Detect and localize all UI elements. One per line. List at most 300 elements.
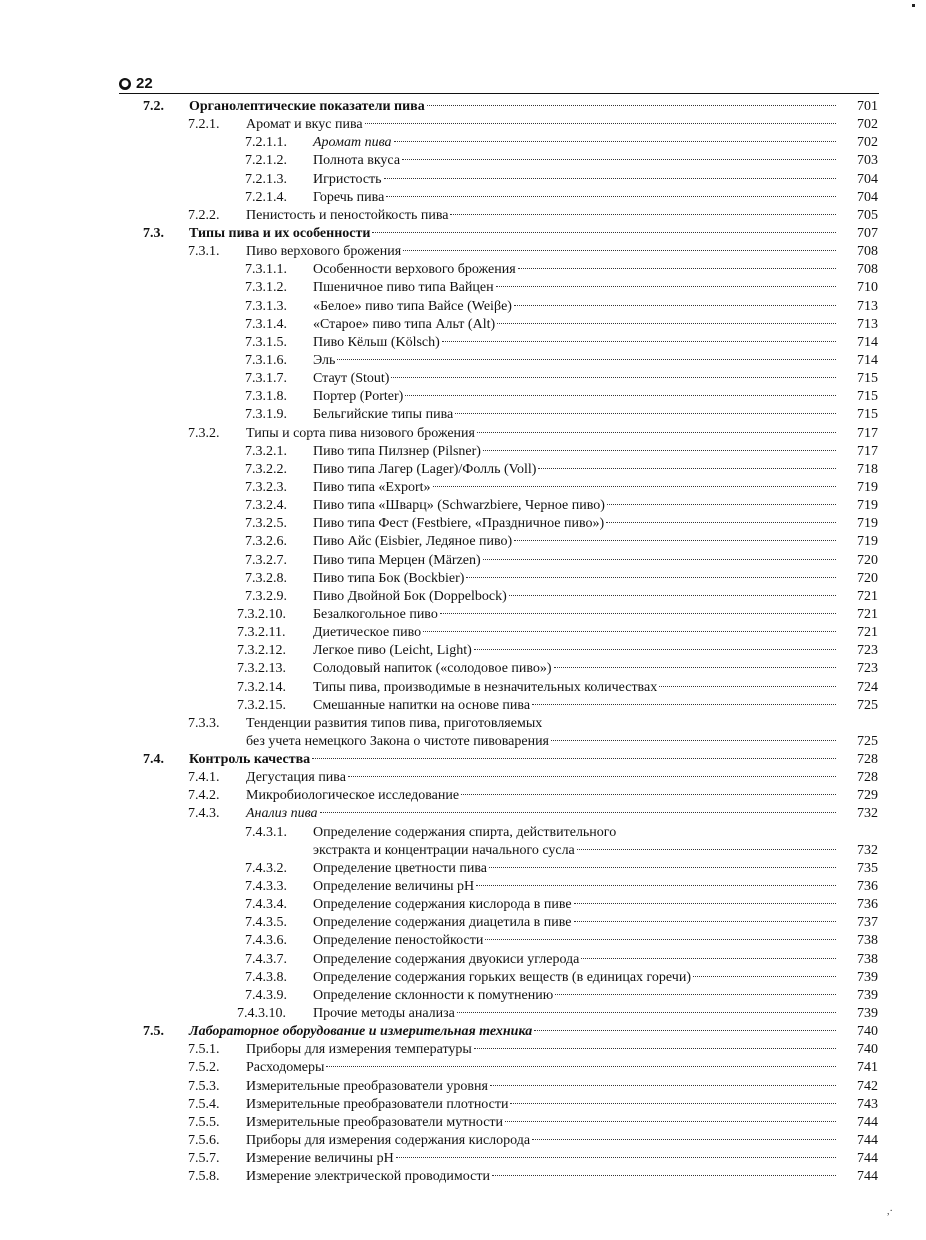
toc-title: Пиво Айс (Eisbier, Ледяное пиво) <box>313 534 513 550</box>
toc-entry <box>0 878 926 896</box>
toc-title: Измерение электрической проводимости <box>246 1169 490 1185</box>
toc-title: Определение содержания горьких веществ (в единицах горечи) <box>313 969 691 985</box>
toc-page-number: 739 <box>857 987 878 1003</box>
toc-title-line <box>246 1041 838 1059</box>
toc-page-number: 735 <box>857 860 878 876</box>
toc-section-number: 7.3.1.8. <box>245 389 287 405</box>
toc-section-number: 7.3.1.7. <box>245 371 287 387</box>
toc-page-number: 736 <box>857 897 878 913</box>
toc-section-number: 7.5. <box>143 1024 164 1040</box>
toc-title-line <box>313 533 838 551</box>
dot-leader <box>659 686 836 687</box>
dot-leader <box>396 1157 836 1158</box>
dot-leader <box>442 341 836 342</box>
toc-entry <box>0 896 926 914</box>
toc-page-number: 742 <box>857 1078 878 1094</box>
toc-title-line <box>313 969 838 987</box>
toc-title-line <box>246 733 838 751</box>
toc-page-number: 740 <box>857 1042 878 1058</box>
toc-section-number: 7.2.1.3. <box>245 171 287 187</box>
toc-title-line <box>313 552 838 570</box>
toc-page-number: 739 <box>857 1006 878 1022</box>
toc-title-line <box>313 878 838 896</box>
toc-title: Измерение величины pH <box>246 1151 394 1167</box>
dot-leader <box>505 1121 836 1122</box>
toc-entry <box>0 1150 926 1168</box>
toc-title-line <box>313 987 838 1005</box>
toc-title: Полнота вкуса <box>313 153 401 169</box>
toc-entry <box>0 1005 926 1023</box>
toc-page-number: 728 <box>857 770 878 786</box>
toc-page-number: 714 <box>857 334 878 350</box>
toc-section-number: 7.5.7. <box>188 1151 220 1167</box>
toc-page-number: 704 <box>857 171 878 187</box>
dot-leader <box>497 323 836 324</box>
toc-entry <box>0 824 926 842</box>
toc-page-number: 725 <box>857 733 878 749</box>
dot-leader <box>485 939 836 940</box>
dot-leader <box>510 1103 836 1104</box>
dot-leader <box>348 776 836 777</box>
toc-page-number: 744 <box>857 1133 878 1149</box>
toc-title: Игристость <box>313 171 382 187</box>
toc-page-number: 719 <box>857 534 878 550</box>
dot-leader <box>581 958 836 959</box>
toc-section-number: 7.3.1.9. <box>245 407 287 423</box>
dot-leader <box>433 486 836 487</box>
toc-page-number: 708 <box>857 262 878 278</box>
toc-title-line <box>246 787 838 805</box>
toc-title-line <box>313 497 838 515</box>
toc-section-number: 7.5.6. <box>188 1133 220 1149</box>
toc-entry <box>0 860 926 878</box>
toc-entry <box>0 1023 926 1041</box>
toc-title-line <box>313 298 838 316</box>
toc-page-number: 719 <box>857 479 878 495</box>
dot-leader <box>490 1085 836 1086</box>
dot-leader <box>532 1139 836 1140</box>
toc-title: Дегустация пива <box>246 770 346 786</box>
toc-section-number: 7.2.1.4. <box>245 189 287 205</box>
toc-entry <box>0 1168 926 1186</box>
toc-page-number: 721 <box>857 625 878 641</box>
toc-title-line <box>246 1132 838 1150</box>
toc-title: Пиво типа Лагер (Lager)/Фолль (Voll) <box>313 461 537 477</box>
toc-title: Солодовый напиток («солодовое пиво») <box>313 661 552 677</box>
toc-section-number: 7.3.2.8. <box>245 570 287 586</box>
toc-section-number: 7.3.1.4. <box>245 316 287 332</box>
toc-entry <box>0 787 926 805</box>
toc-title: Определение склонности к помутнению <box>313 987 554 1003</box>
toc-section-number: 7.3.1.1. <box>245 262 287 278</box>
toc-title: Смешанные напитки на основе пива <box>313 697 531 713</box>
toc-title-line <box>313 679 838 697</box>
dot-leader <box>427 105 836 106</box>
toc-title: Органолептические показатели пива <box>189 99 425 114</box>
toc-page-number: 713 <box>857 298 878 314</box>
toc-section-number: 7.3.2.5. <box>245 516 287 532</box>
chapter-marker-icon: ● <box>119 78 131 90</box>
toc-section-number: 7.3.2. <box>188 425 220 441</box>
toc-title: Аромат и вкус пива <box>246 117 363 133</box>
toc-title: Диетическое пиво <box>313 625 422 641</box>
toc-entry <box>0 207 926 225</box>
toc-title: Определение цветности пива <box>313 860 488 876</box>
dot-leader <box>474 649 836 650</box>
toc-entry <box>0 1132 926 1150</box>
toc-entry <box>0 171 926 189</box>
toc-page-number: 720 <box>857 552 878 568</box>
toc-title-line <box>313 896 838 914</box>
toc-title-line <box>313 279 838 297</box>
dot-leader <box>489 867 836 868</box>
toc-title: без учета немецкого Закона о чистоте пивоварения <box>246 733 549 749</box>
toc-entry <box>0 642 926 660</box>
toc-title: Пиво типа Фест (Festbiere, «Праздничное пиво») <box>313 516 605 532</box>
dot-leader <box>402 159 836 160</box>
toc-section-number: 7.4.2. <box>188 788 220 804</box>
toc-entry <box>0 1114 926 1132</box>
toc-entry <box>0 624 926 642</box>
toc-title-line <box>246 1168 838 1186</box>
toc-entry <box>0 679 926 697</box>
dot-leader <box>509 595 836 596</box>
dot-leader <box>555 994 836 995</box>
toc-page-number: 702 <box>857 117 878 133</box>
toc-section-number: 7.4.3.2. <box>245 860 287 876</box>
toc-page-number: 723 <box>857 661 878 677</box>
toc-page-number: 719 <box>857 498 878 514</box>
dot-leader <box>606 522 836 523</box>
toc-page-number: 738 <box>857 951 878 967</box>
toc-title-line <box>246 243 838 261</box>
toc-title-line <box>313 860 838 878</box>
toc-entry <box>0 969 926 987</box>
dot-leader <box>492 1175 836 1176</box>
toc-page-number: 744 <box>857 1169 878 1185</box>
dot-leader <box>461 794 836 795</box>
dot-leader <box>394 141 836 142</box>
toc-page-number: 710 <box>857 280 878 296</box>
toc-title-line <box>313 189 838 207</box>
toc-title-line <box>313 171 838 189</box>
dot-leader <box>496 286 836 287</box>
toc-entry <box>0 316 926 334</box>
toc-title: Анализ пива <box>246 806 318 822</box>
toc-section-number: 7.4.3.5. <box>245 915 287 931</box>
toc-section-number: 7.3.2.9. <box>245 588 287 604</box>
toc-section-number: 7.5.1. <box>188 1042 220 1058</box>
toc-title-line <box>313 932 838 950</box>
toc-title: Контроль качества <box>189 752 311 768</box>
toc-page-number: 714 <box>857 352 878 368</box>
dot-leader <box>386 196 836 197</box>
toc-section-number: 7.4.3. <box>188 806 220 822</box>
toc-entry <box>0 805 926 823</box>
toc-entry <box>0 1096 926 1114</box>
dot-leader <box>403 250 836 251</box>
dot-leader <box>455 413 836 414</box>
toc-page-number: 732 <box>857 842 878 858</box>
toc-title-line <box>246 715 838 733</box>
dot-leader <box>457 1012 836 1013</box>
toc-title-line <box>313 352 838 370</box>
dot-leader <box>440 613 836 614</box>
toc-page-number: 736 <box>857 879 878 895</box>
toc-page-number: 721 <box>857 606 878 622</box>
toc-section-number: 7.5.8. <box>188 1169 220 1185</box>
toc-entry <box>0 1059 926 1077</box>
toc-title-line <box>246 116 838 134</box>
toc-title-line <box>313 443 838 461</box>
toc-title: Пиво типа «Export» <box>313 479 431 495</box>
toc-title-line <box>246 425 838 443</box>
toc-section-number: 7.3.2.7. <box>245 552 287 568</box>
toc-title: Эль <box>313 352 336 368</box>
toc-title: Типы и сорта пива низового брожения <box>246 425 475 441</box>
toc-section-number: 7.3.1.3. <box>245 298 287 314</box>
dot-leader <box>365 123 836 124</box>
toc-entry <box>0 932 926 950</box>
toc-section-number: 7.3.1.6. <box>245 352 287 368</box>
toc-entry <box>0 298 926 316</box>
toc-page-number: 704 <box>857 189 878 205</box>
dot-leader <box>326 1066 836 1067</box>
toc-page-number: 703 <box>857 153 878 169</box>
toc-title-line <box>313 406 838 424</box>
toc-section-number: 7.3.2.12. <box>237 643 286 659</box>
toc-entry <box>0 225 926 243</box>
dot-leader <box>551 740 836 741</box>
toc-title: Пиво типа «Шварц» (Schwarzbiere, Черное пиво) <box>313 498 605 514</box>
toc-section-number: 7.4.3.10. <box>237 1006 286 1022</box>
dot-leader <box>337 359 836 360</box>
toc-section-number: 7.2.1.2. <box>245 153 287 169</box>
toc-section-number: 7.4.3.8. <box>245 969 287 985</box>
toc-title: Пиво типа Бок (Bockbier) <box>313 570 465 586</box>
toc-page-number: 701 <box>857 99 878 114</box>
toc-section-number: 7.5.3. <box>188 1078 220 1094</box>
toc-section-number: 7.2.1.1. <box>245 135 287 151</box>
toc-section-number: 7.2.2. <box>188 207 220 223</box>
toc-title: Пиво верхового брожения <box>246 244 402 260</box>
dot-leader <box>534 1030 836 1031</box>
toc-title: Приборы для измерения содержания кислорода <box>246 1133 531 1149</box>
toc-entry <box>0 425 926 443</box>
toc-page-number: 705 <box>857 207 878 223</box>
toc-section-number: 7.3.1.2. <box>245 280 287 296</box>
toc-title-line <box>313 588 838 606</box>
dot-leader <box>423 631 836 632</box>
toc-entry <box>0 570 926 588</box>
toc-section-number: 7.3. <box>143 225 164 241</box>
toc-page-number: 721 <box>857 588 878 604</box>
dot-leader <box>320 812 836 813</box>
toc-title-line <box>313 824 838 842</box>
toc-section-number: 7.3.3. <box>188 715 220 731</box>
toc-page-number: 720 <box>857 570 878 586</box>
toc-page-number: 741 <box>857 1060 878 1076</box>
toc-page-number: 743 <box>857 1096 878 1112</box>
toc-title: «Белое» пиво типа Вайсе (Weiβe) <box>313 298 512 314</box>
toc-entry <box>0 461 926 479</box>
toc-entry <box>0 370 926 388</box>
toc-title-line <box>246 1096 838 1114</box>
toc-entry <box>0 334 926 352</box>
toc-section-number: 7.4.3.1. <box>245 824 287 840</box>
toc-entry <box>0 842 926 860</box>
toc-page-number: 737 <box>857 915 878 931</box>
toc-title: Определение пеностойкости <box>313 933 484 949</box>
dot-leader <box>391 377 836 378</box>
page-header <box>119 77 879 94</box>
toc-page-number: 738 <box>857 933 878 949</box>
toc-title: Расходомеры <box>246 1060 325 1076</box>
toc-title-line <box>313 515 838 533</box>
toc-page-number: 739 <box>857 969 878 985</box>
toc-page-number: 717 <box>857 425 878 441</box>
toc-page-number: 728 <box>857 752 878 768</box>
toc-title-line <box>313 152 838 170</box>
toc-page-number: 707 <box>857 225 878 241</box>
toc-section-number: 7.4.3.7. <box>245 951 287 967</box>
toc-title-line <box>246 769 838 787</box>
dot-leader <box>476 885 836 886</box>
toc-title-line <box>246 1059 838 1077</box>
toc-section-number: 7.5.4. <box>188 1096 220 1112</box>
dot-leader <box>577 849 836 850</box>
toc-title: Особенности верхового брожения <box>313 262 516 278</box>
toc-title-line <box>246 207 838 225</box>
toc-title-line <box>313 606 838 624</box>
toc-page-number: 717 <box>857 443 878 459</box>
toc-title-line <box>313 697 838 715</box>
dot-leader <box>312 758 836 759</box>
toc-title: Аромат пива <box>313 135 392 151</box>
toc-entry <box>0 533 926 551</box>
toc-title: Типы пива и их особенности <box>189 225 371 241</box>
toc-title-line <box>313 624 838 642</box>
toc-title: Прочие методы анализа <box>313 1006 455 1022</box>
toc-title: Пиво Двойной Бок (Doppelbock) <box>313 588 507 604</box>
page-number: 22 <box>136 75 153 92</box>
toc-entry <box>0 388 926 406</box>
dot-leader <box>574 921 836 922</box>
toc-title-line <box>313 660 838 678</box>
toc-entry <box>0 98 926 116</box>
toc-title: экстракта и концентрации начального сусла <box>313 842 575 858</box>
toc-section-number: 7.4.3.4. <box>245 897 287 913</box>
toc-title-line <box>313 479 838 497</box>
toc-title-line <box>246 1078 838 1096</box>
scan-speck <box>912 4 915 7</box>
toc-title: Определение содержания двуокиси углерода <box>313 951 580 967</box>
toc-entry <box>0 261 926 279</box>
toc-title: Определение содержания кислорода в пиве <box>313 897 572 913</box>
toc-title-line <box>189 98 838 116</box>
dot-leader <box>554 667 836 668</box>
toc-section-number: 7.4.3.6. <box>245 933 287 949</box>
dot-leader <box>538 468 836 469</box>
toc-entry <box>0 443 926 461</box>
toc-title: Приборы для измерения температуры <box>246 1042 472 1058</box>
toc-title-line <box>313 334 838 352</box>
toc-entry <box>0 769 926 787</box>
toc-entry <box>0 660 926 678</box>
toc-section-number: 7.3.2.13. <box>237 661 286 677</box>
toc-page-number: 708 <box>857 244 878 260</box>
toc-page-number: 713 <box>857 316 878 332</box>
toc-title: Пенистость и пеностойкость пива <box>246 207 449 223</box>
toc-section-number: 7.3.2.4. <box>245 498 287 514</box>
toc-page-number: 732 <box>857 806 878 822</box>
toc-title: Легкое пиво (Leicht, Light) <box>313 643 472 659</box>
toc-entry <box>0 515 926 533</box>
toc-title-line <box>246 1150 838 1168</box>
toc-title: Микробиологическое исследование <box>246 788 460 804</box>
toc-section-number: 7.3.2.14. <box>237 679 286 695</box>
toc-title: Бельгийские типы пива <box>313 407 454 423</box>
dot-leader <box>514 540 836 541</box>
toc-title: Определение содержания диацетила в пиве <box>313 915 572 931</box>
toc-title: Пиво типа Пилзнер (Pilsner) <box>313 443 481 459</box>
toc-title: Тенденции развития типов пива, приготовляемых <box>246 715 543 731</box>
toc-title: Портер (Porter) <box>313 389 404 405</box>
toc-entry <box>0 697 926 715</box>
toc-title-line <box>246 1114 838 1132</box>
toc-entry <box>0 552 926 570</box>
toc-page-number: 719 <box>857 516 878 532</box>
toc-page-number: 740 <box>857 1024 878 1040</box>
toc-entry <box>0 479 926 497</box>
toc-entry <box>0 715 926 733</box>
toc-entry <box>0 1041 926 1059</box>
toc-section-number: 7.3.2.6. <box>245 534 287 550</box>
toc-section-number: 7.4.3.9. <box>245 987 287 1003</box>
toc-section-number: 7.2.1. <box>188 117 220 133</box>
toc-entry <box>0 279 926 297</box>
toc-section-number: 7.3.1. <box>188 244 220 260</box>
toc-entry <box>0 497 926 515</box>
toc-title-line <box>313 914 838 932</box>
toc-entry <box>0 189 926 207</box>
dot-leader <box>574 903 836 904</box>
toc-entry <box>0 1078 926 1096</box>
toc-title-line <box>313 951 838 969</box>
toc-entry <box>0 914 926 932</box>
toc-title-line <box>313 134 838 152</box>
toc-page-number: 725 <box>857 697 878 713</box>
toc-section-number: 7.3.2.3. <box>245 479 287 495</box>
dot-leader <box>450 214 836 215</box>
toc-entry <box>0 116 926 134</box>
toc-title-line <box>313 842 838 860</box>
toc-page-number: 744 <box>857 1114 878 1130</box>
toc-title-line <box>313 261 838 279</box>
toc-title: Стаут (Stout) <box>313 371 390 387</box>
toc-section-number: 7.5.2. <box>188 1060 220 1076</box>
toc-title: «Старое» пиво типа Альт (Alt) <box>313 316 496 332</box>
dot-leader <box>483 559 836 560</box>
toc-page-number: 715 <box>857 407 878 423</box>
toc-entry <box>0 152 926 170</box>
dot-leader <box>405 395 836 396</box>
toc-section-number: 7.3.2.2. <box>245 461 287 477</box>
toc-title: Определение содержания спирта, действительного <box>313 824 617 840</box>
toc-title-line <box>313 461 838 479</box>
toc-section-number: 7.3.1.5. <box>245 334 287 350</box>
toc-title: Типы пива, производимые в незначительных количествах <box>313 679 658 695</box>
